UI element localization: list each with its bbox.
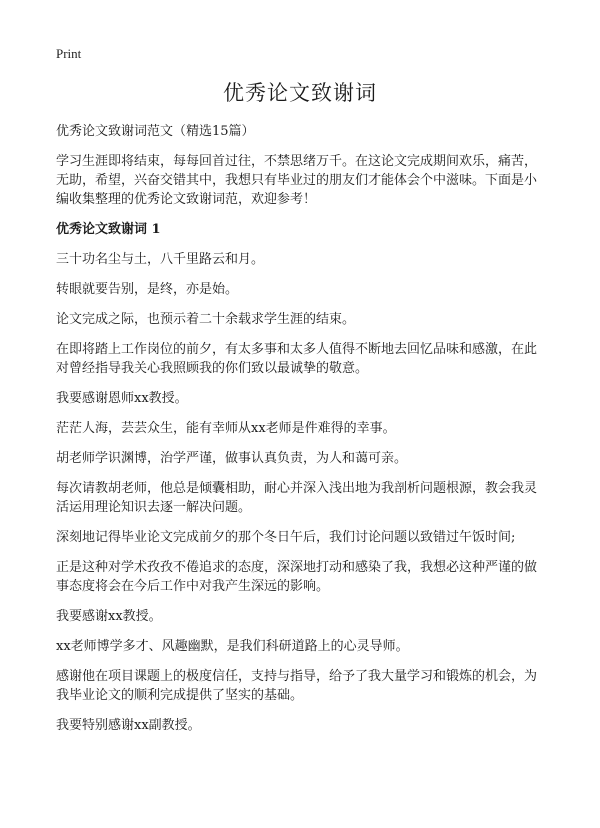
body-paragraph: 在即将踏上工作岗位的前夕，有太多事和太多人值得不断地去回忆品味和感激，在此对曾经指导我关心我照顾我的你们致以最诚挚的敬意。 <box>56 342 538 376</box>
body-paragraph: 感谢他在项目课题上的极度信任，支持与指导，给予了我大量学习和锻炼的机会，为我毕业论文的顺利完成提供了坚实的基础。 <box>56 669 538 703</box>
body-paragraph: 我要感谢恩师xx教授。 <box>56 391 188 406</box>
body-paragraph: 深刻地记得毕业论文完成前夕的那个冬日午后，我们讨论问题以致错过午饭时间; <box>56 530 516 545</box>
body-paragraph: 转眼就要告别，是终，亦是始。 <box>56 282 239 297</box>
document-title: 优秀论文致谢词 <box>223 81 377 105</box>
body-paragraph: 茫茫人海，芸芸众生，能有幸师从xx老师是件难得的幸事。 <box>56 421 396 436</box>
body-paragraph: xx老师博学多才、风趣幽默，是我们科研道路上的心灵导师。 <box>56 639 409 654</box>
document-subtitle: 优秀论文致谢词范文（精选15篇） <box>56 124 255 139</box>
document-body <box>56 152 544 735</box>
body-paragraph: 正是这种对学术孜孜不倦追求的态度，深深地打动和感染了我，我想必这种严谨的做事态度将会在今后工作中对我产生深远的影响。 <box>56 560 538 594</box>
body-paragraph: 三十功名尘与土，八千里路云和月。 <box>56 252 265 267</box>
print-link[interactable]: Print <box>56 46 82 61</box>
body-paragraph: 论文完成之际，也预示着二十余载求学生涯的结束。 <box>56 312 356 327</box>
body-paragraph: 我要感谢xx教授。 <box>56 609 162 624</box>
body-paragraph: 每次请教胡老师，他总是倾囊相助，耐心并深入浅出地为我剖析问题根源，教会我灵活运用理论知识去逐一解决问题。 <box>56 481 538 515</box>
body-paragraph: 胡老师学识渊博，治学严谨，做事认真负责，为人和蔼可亲。 <box>56 451 408 466</box>
intro-paragraph: 学习生涯即将结束，每每回首过往，不禁思绪万千。在这论文完成期间欢乐，痛苦，无助，希望，兴奋交错其中，我想只有毕业过的朋友们才能体会个中滋味。下面是小编收集整理的优秀论文致谢词范，欢迎参考！ <box>56 154 538 207</box>
section-heading: 优秀论文致谢词 1 <box>56 222 161 237</box>
body-paragraph: 我要特别感谢xx副教授。 <box>56 718 201 733</box>
